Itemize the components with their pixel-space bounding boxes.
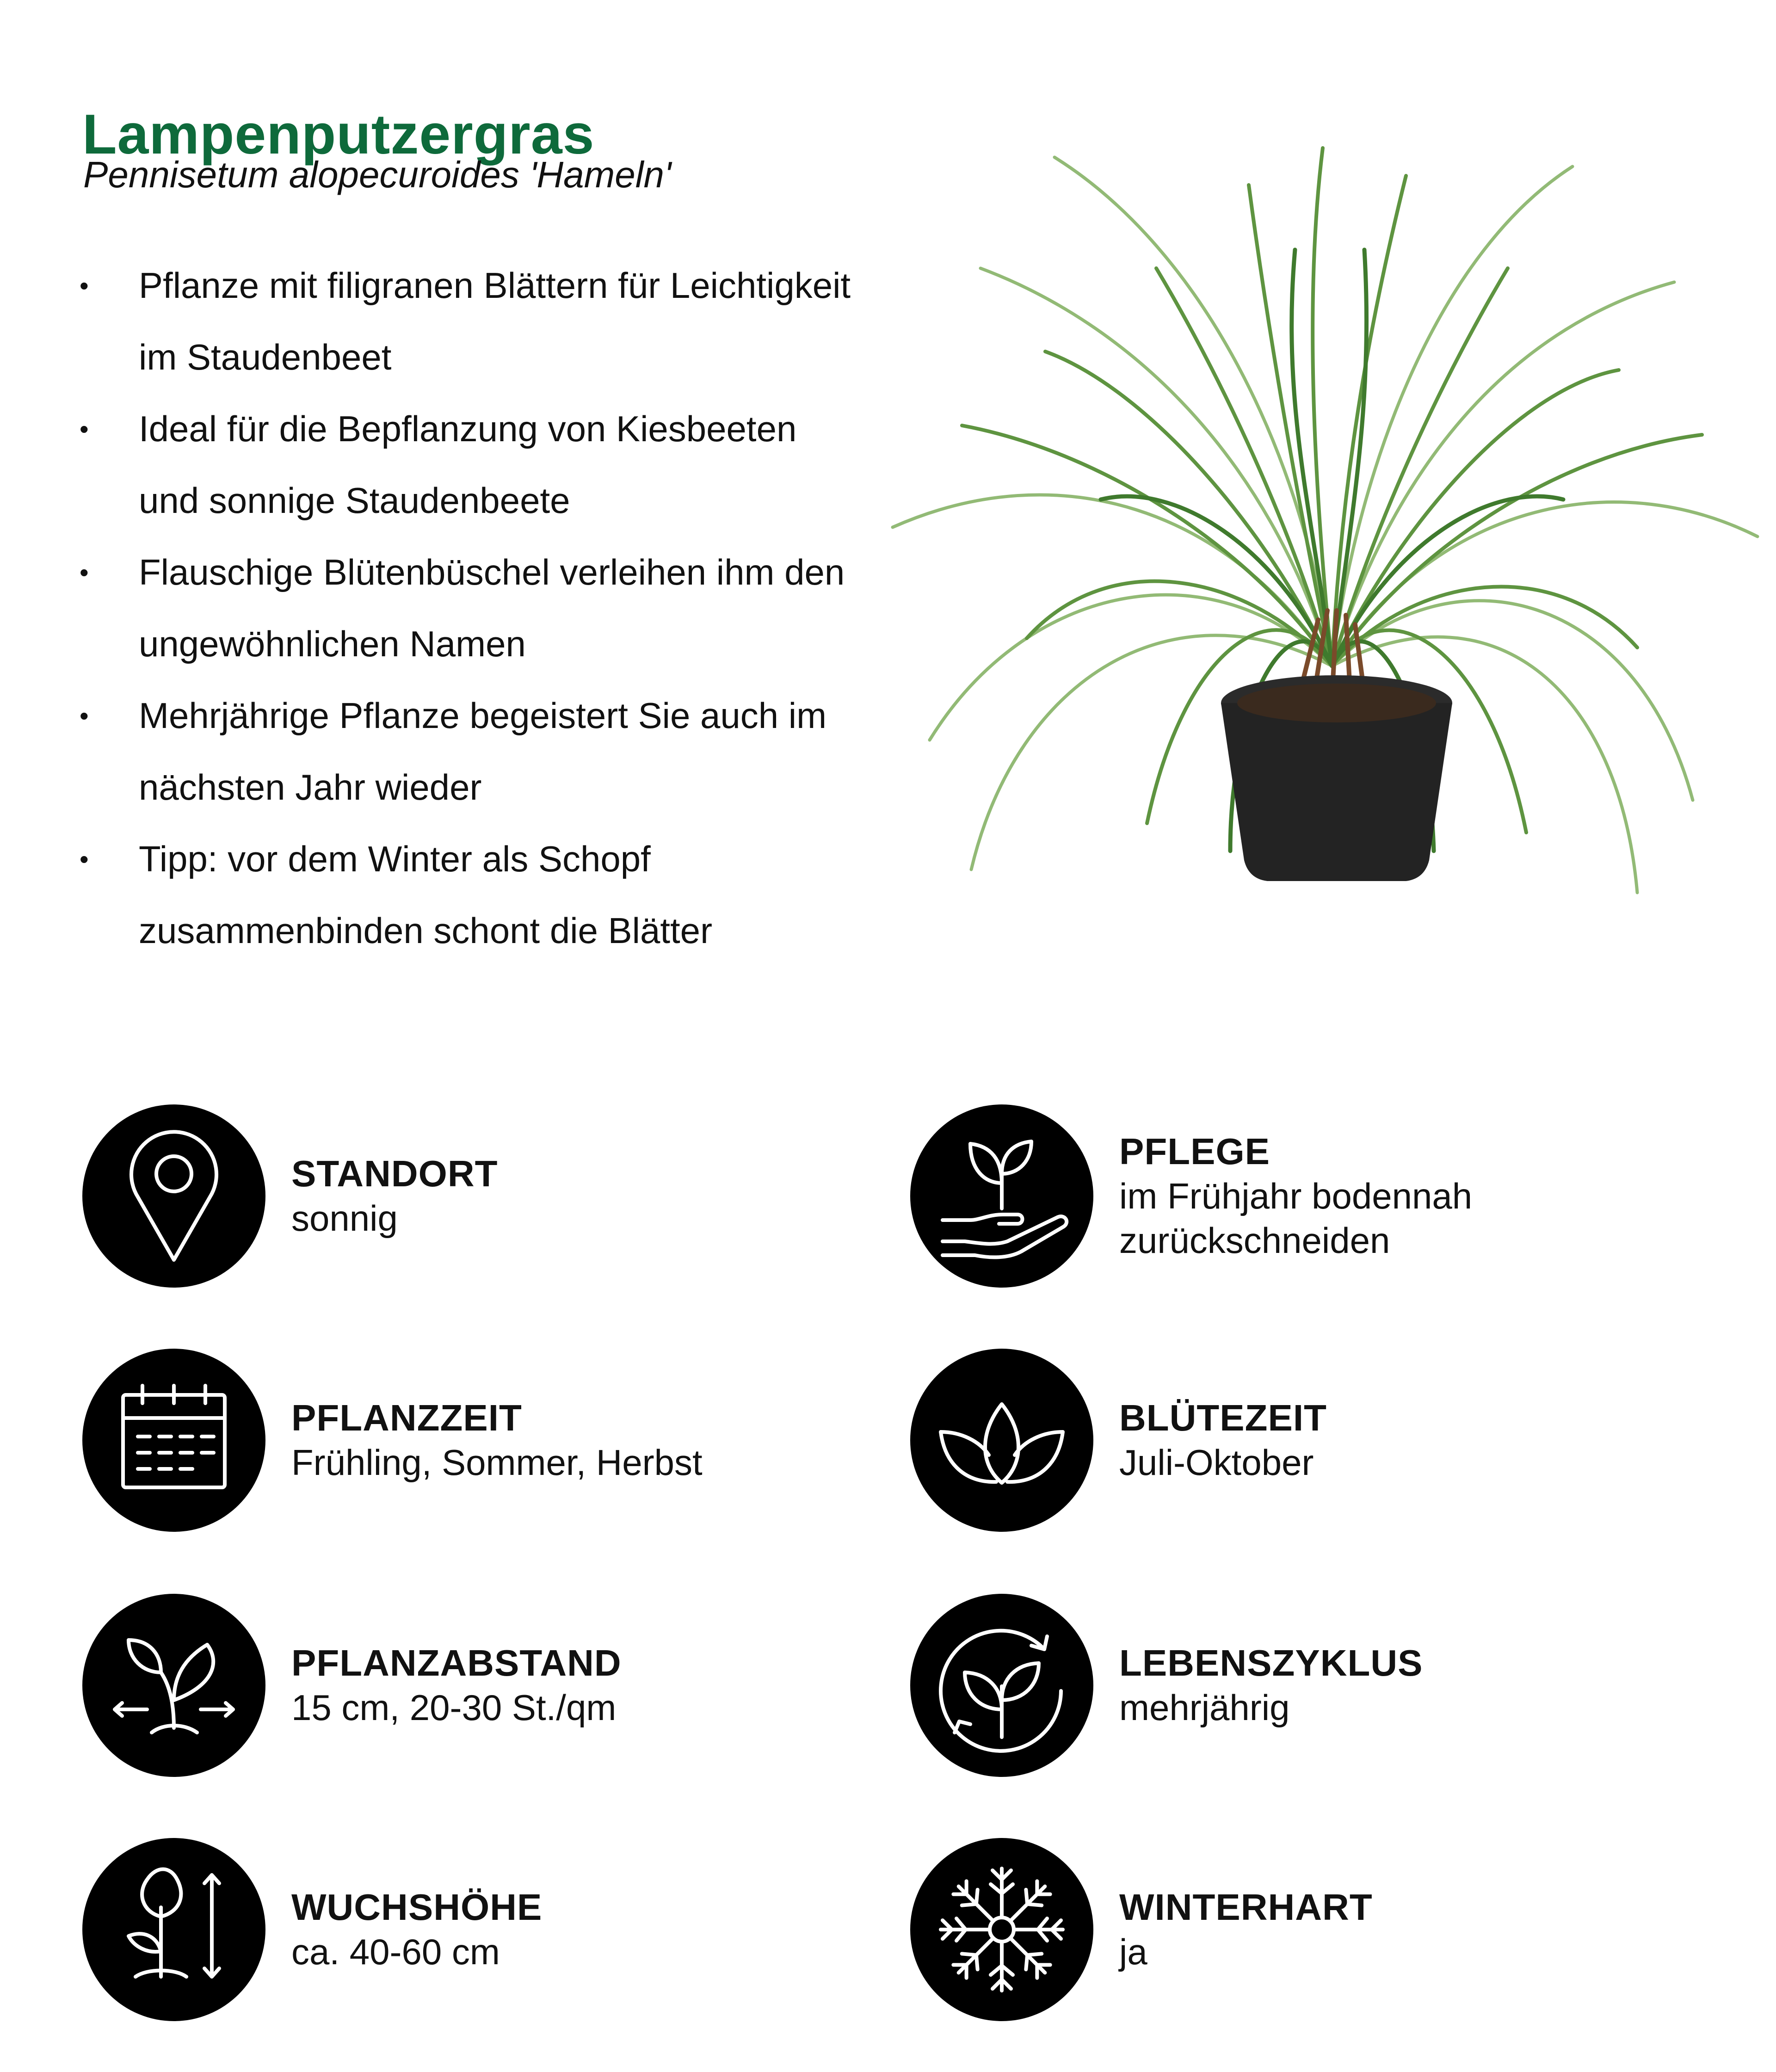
feature-wuchshoehe [82, 1838, 869, 2023]
feature-label: STANDORT [291, 1153, 498, 1194]
feature-value: ca. 40-60 cm [291, 1931, 500, 1972]
calendar-icon [82, 1349, 265, 1532]
feature-label: BLÜTEZEIT [1119, 1397, 1327, 1438]
product-title: Lampenputzergras [82, 102, 595, 166]
feature-bullet-list [74, 250, 860, 967]
feature-value: Juli-Oktober [1119, 1442, 1314, 1483]
feature-value: 15 cm, 20-30 St./qm [291, 1687, 617, 1728]
feature-label: LEBENSZYKLUS [1119, 1642, 1423, 1684]
bullet-item: • Pflanze mit filigranen Blättern für Leichtigkeit im Staudenbeet [74, 250, 860, 393]
feature-value: sonnig [291, 1198, 398, 1239]
feature-value: ja [1119, 1931, 1147, 1972]
bullet-item: • Flauschige Blütenbüschel verleihen ihm den ungewöhnlichen Namen [74, 536, 860, 680]
plant-cycle-icon [910, 1594, 1093, 1777]
product-photo-grass-in-pot [851, 130, 1776, 930]
bullet-item: • Ideal für die Bepflanzung von Kiesbeeten und sonnige Staudenbeete [74, 393, 860, 536]
botanical-name: Pennisetum alopecuroides 'Hameln' [83, 154, 672, 195]
feature-bluetezeit [910, 1349, 1696, 1534]
location-pin-icon [82, 1104, 265, 1288]
bullet-item: • Mehrjährige Pflanze begeistert Sie auch im nächsten Jahr wieder [74, 680, 860, 823]
feature-label: PFLANZABSTAND [291, 1642, 622, 1684]
feature-label: WUCHSHÖHE [291, 1887, 543, 1928]
feature-label: PFLANZZEIT [291, 1397, 522, 1438]
feature-label: WINTERHART [1119, 1887, 1373, 1928]
feature-lebenszyklus [910, 1594, 1696, 1779]
feature-value: im Frühjahr bodennah zurückschneiden [1119, 1176, 1473, 1261]
hand-seedling-icon [910, 1104, 1093, 1288]
feature-pflanzabstand [82, 1594, 869, 1779]
feature-pflege [910, 1104, 1696, 1289]
feature-value: mehrjährig [1119, 1687, 1290, 1728]
plant-height-icon [82, 1838, 265, 2021]
plant-spacing-icon [82, 1594, 265, 1777]
bullet-item: • Tipp: vor dem Winter als Schopf zusammenbinden schont die Blätter [74, 823, 860, 967]
lotus-flower-icon [910, 1349, 1093, 1532]
feature-label: PFLEGE [1119, 1131, 1270, 1172]
feature-pflanzzeit [82, 1349, 869, 1534]
feature-winterhart [910, 1838, 1696, 2023]
feature-standort [82, 1104, 869, 1289]
feature-value: Frühling, Sommer, Herbst [291, 1442, 703, 1483]
snowflake-icon [910, 1838, 1093, 2021]
